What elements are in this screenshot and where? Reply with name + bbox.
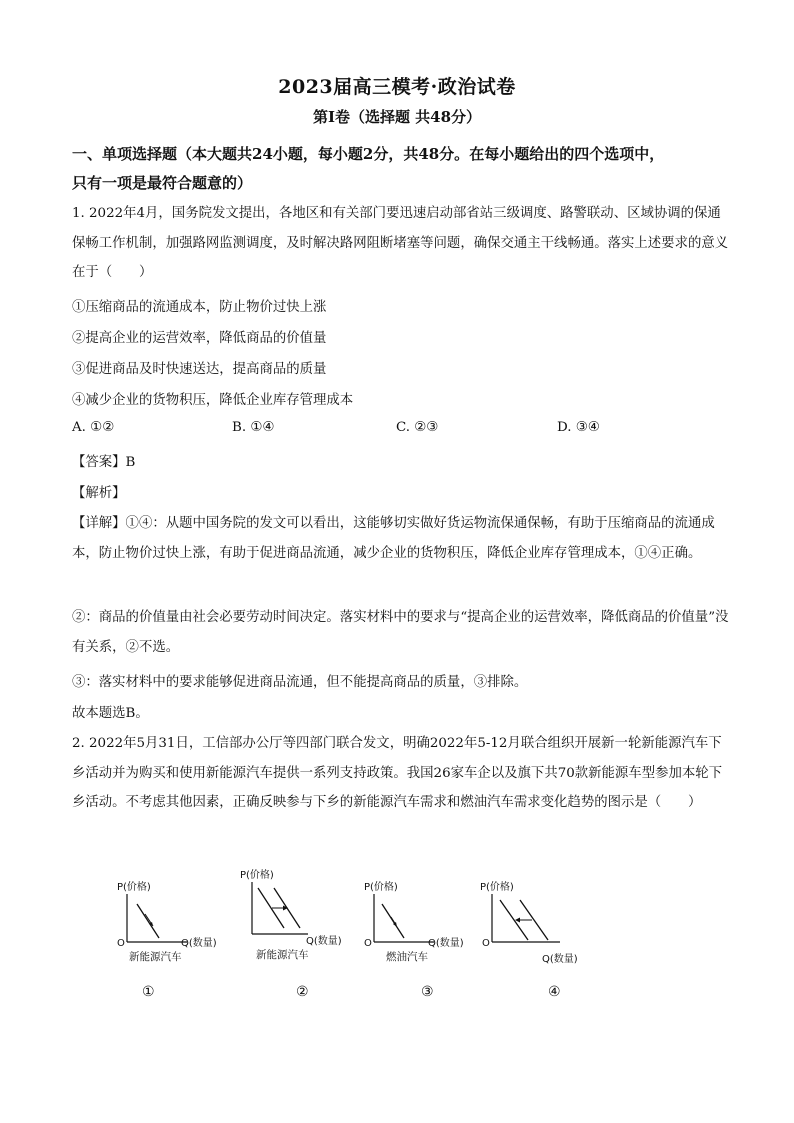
- q1-option-c: C. ②③: [396, 420, 439, 435]
- figure-2-number: ②: [296, 984, 309, 1000]
- q1-option-d: D. ③④: [557, 420, 600, 435]
- section-heading-line1: 一、单项选择题（本大题共24小题，每小题2分，共48分。在每小题给出的四个选项中，: [72, 145, 665, 163]
- q1-option-b: B. ①④: [232, 420, 275, 435]
- q1-detail-1: 【详解】①④：从题中国务院的发文可以看出，这能够切实做好货运物流保通保畅，有助于压缩商品的流通成本，防止物价过快上涨，有助于促进商品流通，减少企业的货物积压，降低企业库存管理成本，①④正确。: [72, 516, 715, 561]
- q1-item-1: ①压缩商品的流通成本，防止物价过快上涨: [72, 300, 327, 315]
- q1-detail-3: ③：落实材料中的要求能够促进商品流通，但不能提高商品的质量，③排除。: [72, 675, 528, 690]
- figure-2-caption: 新能源汽车: [256, 949, 309, 961]
- figure-2-y-label: P(价格): [240, 870, 274, 881]
- page-subtitle: 第Ⅰ卷（选择题 共48分）: [312, 108, 482, 126]
- figure-2-chart: [236, 866, 351, 971]
- q1-option-a: A. ①②: [72, 420, 115, 435]
- figure-1-y-label: P(价格): [117, 882, 151, 893]
- section-heading: [72, 140, 732, 198]
- q1-item-4: ④减少企业的货物积压，降低企业库存管理成本: [72, 393, 354, 408]
- figure-4-origin: O: [482, 938, 490, 949]
- figure-1-demand-curve: [137, 904, 159, 938]
- figure-3-chart: [362, 878, 472, 973]
- figure-1-number: ①: [142, 984, 155, 1000]
- page-title: 2023届高三模考·政治试卷: [278, 76, 516, 98]
- figure-3-number: ③: [421, 984, 434, 1000]
- figure-1-chart: [115, 878, 225, 973]
- figure-4-x-label: Q(数量): [542, 954, 578, 965]
- section-heading-line2: 只有一项是最符合题意的）: [72, 174, 253, 192]
- figure-3-x-label: Q(数量): [428, 938, 464, 949]
- q1-item-3: ③促进商品及时快速送达，提高商品的质量: [72, 362, 327, 377]
- figure-4-number: ④: [548, 984, 561, 1000]
- figure-3-y-label: P(价格): [364, 882, 398, 893]
- q1-stem: 1. 2022年4月，国务院发文提出，各地区和有关部门要迅速启动部省站三级调度、路警联动、区域协调的保通保畅工作机制，加强路网监测调度，及时解决路网阻断堵塞等问题，确保交通主干线畅通。落实上述要求的意义在于（ ）: [72, 206, 729, 280]
- figure-4-y-label: P(价格): [480, 882, 514, 893]
- figure-4-chart: [478, 878, 593, 973]
- q1-analysis-label: 【解析】: [72, 486, 126, 501]
- q1-item-2: ②提高企业的运营效率，降低商品的价值量: [72, 331, 327, 346]
- figure-3-caption: 燃油汽车: [386, 951, 428, 963]
- q2-stem: 2. 2022年5月31日，工信部办公厅等四部门联合发文，明确2022年5-12月联合组织开展新一轮新能源汽车下乡活动并为购买和使用新能源汽车提供一系列支持政策。我国26家车企以及旗下共70款新能源车型参加本轮下乡活动。不考虑其他因素，正确反映参与下乡的新能源汽车需求和燃油汽车需求变化趋势的图示是（ ）: [72, 736, 723, 810]
- figure-2-x-label: Q(数量): [306, 936, 342, 947]
- q1-detail-2: ②：商品的价值量由社会必要劳动时间决定。落实材料中的要求与“提高企业的运营效率，降低商品的价值量”没有关系，②不选。: [72, 610, 729, 655]
- figure-1-caption: 新能源汽车: [129, 951, 182, 963]
- q1-answer: 【答案】B: [72, 455, 136, 470]
- q1-conclusion: 故本题选B。: [72, 706, 149, 721]
- figure-3-origin: O: [364, 938, 372, 949]
- figure-1-x-label: Q(数量): [181, 938, 217, 949]
- figure-1-origin: O: [117, 938, 125, 949]
